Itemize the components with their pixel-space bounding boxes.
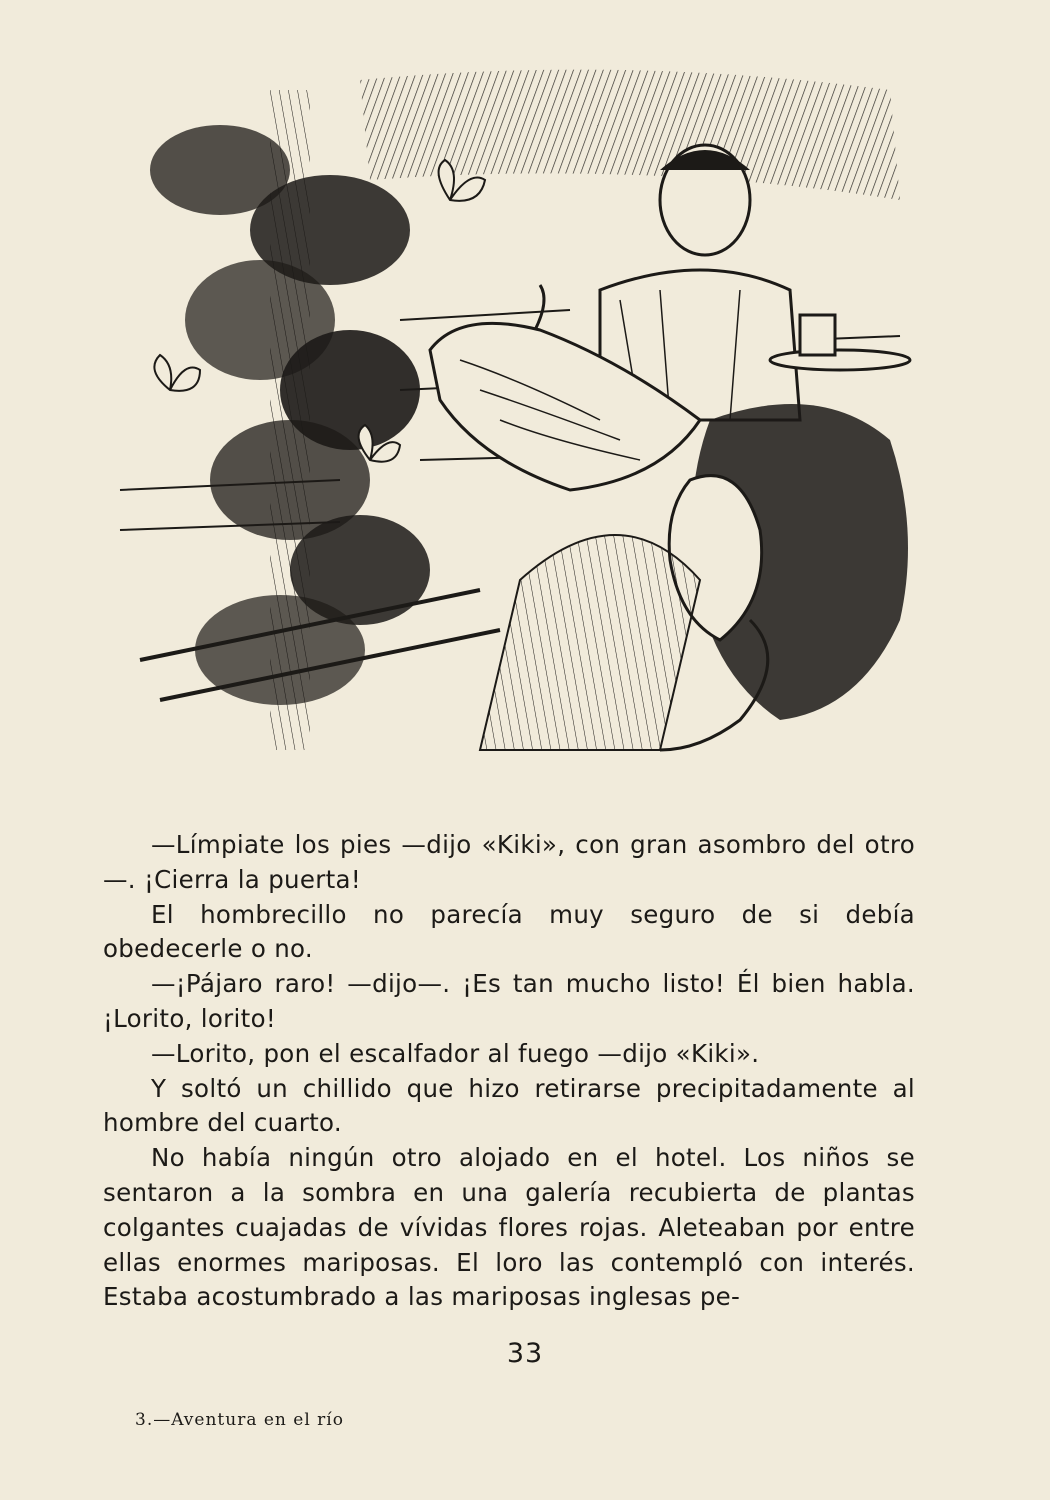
illustration-drawing: [100, 60, 920, 760]
illustration: [100, 60, 920, 760]
paragraph: —¡Pájaro raro! —dijo—. ¡Es tan mucho listo! Él bien habla. ¡Lorito, lorito!: [103, 969, 915, 1033]
page-number: 33: [506, 1338, 544, 1369]
paragraph: No había ningún otro alojado en el hotel. Los niños se sentaron a la sombra en una galería recubierta de plantas colgantes cuajadas de vívidas flores rojas. Aleteaban por entre ellas enormes mariposas. El loro las contempló con interés. Estaba acostumbrado a las mariposas inglesas pe-: [103, 1143, 915, 1312]
paragraph: El hombrecillo no parecía muy seguro de si debía obedecerle o no.: [103, 899, 915, 964]
book-signature: 3.—Aventura en el río: [135, 1410, 344, 1430]
foliage: [150, 125, 430, 705]
paragraph: —Límpiate los pies —dijo «Kiki», con gran asombro del otro—. ¡Cierra la puerta!: [103, 830, 915, 894]
story-text: [103, 828, 915, 1315]
paragraph: —Lorito, pon el escalfador al fuego —dijo «Kiki».: [151, 1038, 760, 1068]
paragraph: Y soltó un chillido que hizo retirarse precipitadamente al hombre del cuarto.: [103, 1073, 915, 1138]
